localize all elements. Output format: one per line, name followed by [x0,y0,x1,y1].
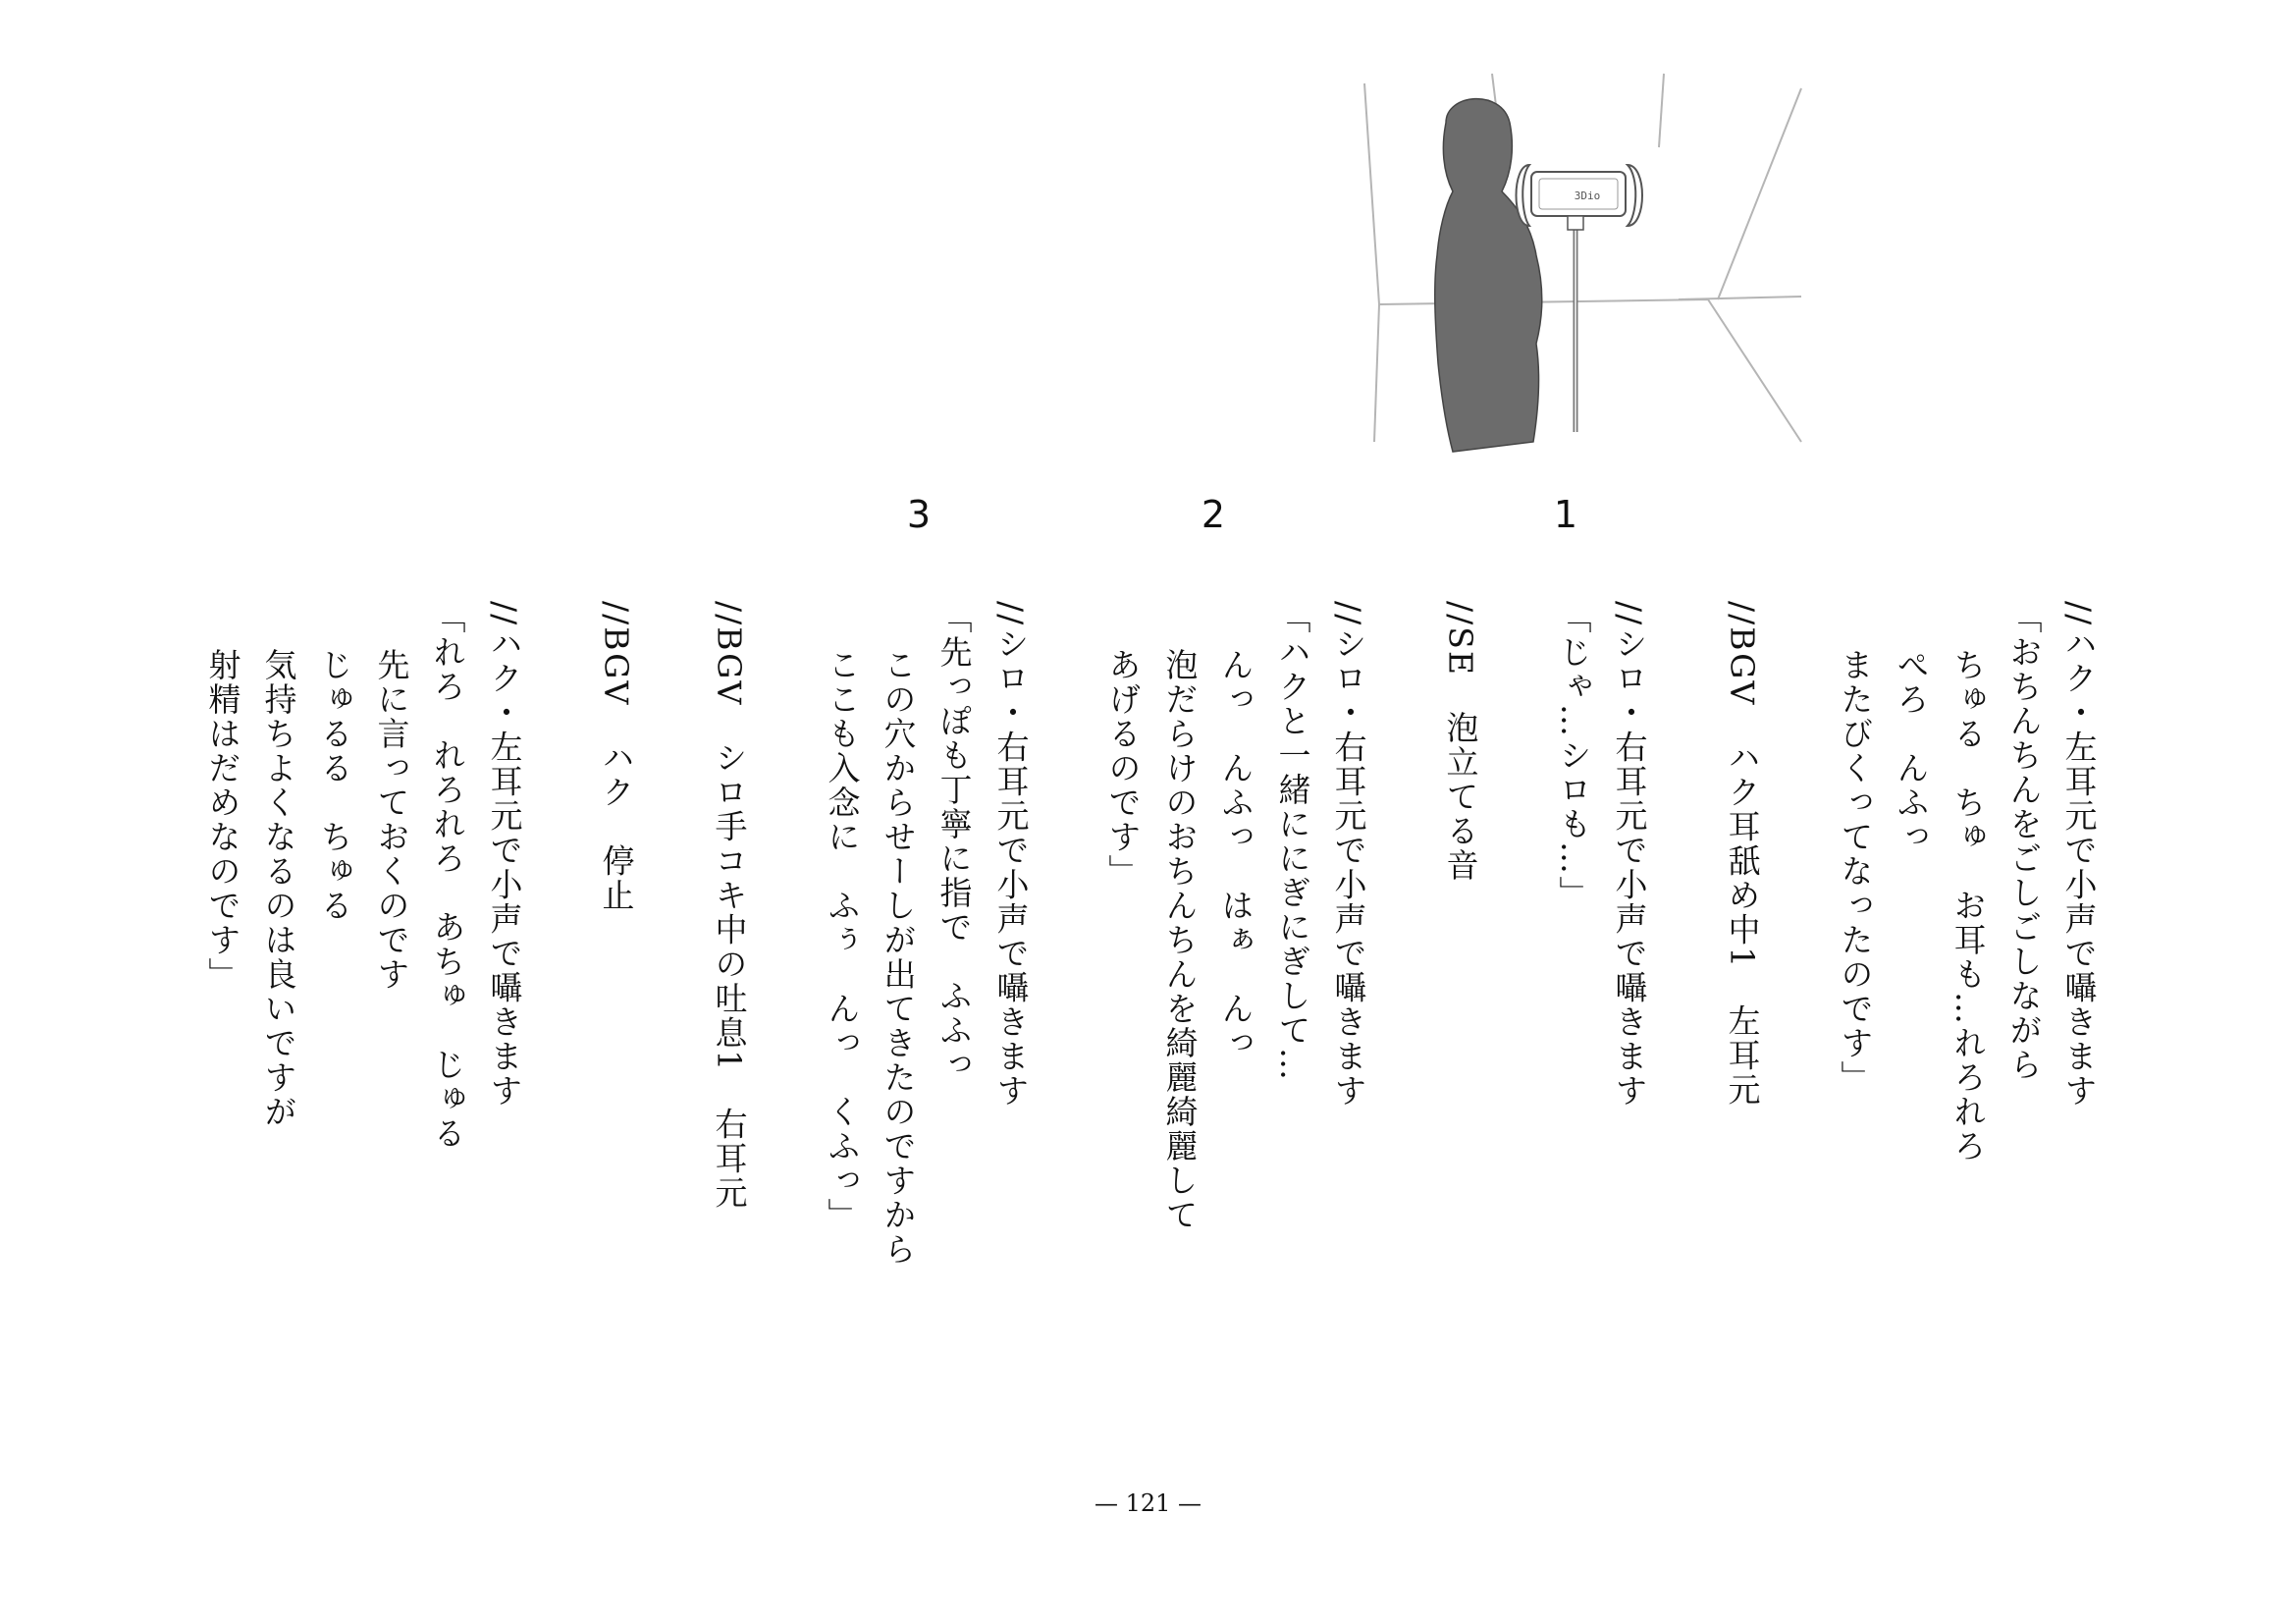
script-line: 「先っぽも丁寧に指で ふふっ [934,601,974,1082]
script-line: 「じゃ…シロも…」 [1554,601,1593,910]
script-line: ぺろ んふっ [1892,648,1931,854]
script-line: ちゅる ちゅ お耳も…れろれろ [1949,648,1988,1164]
script-line: //SE 泡立てる音 [1441,601,1480,883]
script-line: じゅるる ちゅる [315,648,354,923]
script-line: 先に言っておくのです [372,648,411,992]
position-number-2: 2 [1201,493,1226,536]
script-line: 泡だらけのおちんちんを綺麗綺麗して [1160,648,1200,1232]
script-line: ここも入念に ふぅ んっ くふっ」 [823,648,862,1232]
binaural-mic-illustration [1355,69,1806,461]
script-line: //BGV ハク 停止 [597,601,636,913]
script-line: 「おちんちんをごしごしながら [2004,601,2044,1082]
script-line: //ハク・左耳元で小声で囁きます [2059,601,2099,1109]
script-line: またびくってなったのです」 [1836,648,1875,1095]
position-number-3: 3 [906,493,932,536]
script-line: 気持ちよくなるのは良いですが [259,648,298,1129]
listener-silhouette [1435,99,1542,452]
script-line: あげるのです」 [1103,648,1143,889]
script-line: 「ハクと一緒ににぎにぎして… [1273,601,1312,1082]
script-line: //ハク・左耳元で小声で囁きます [485,601,524,1109]
script-line: //シロ・右耳元で小声で囁きます [1610,601,1649,1109]
script-line: 「れろ れろれろ あちゅ じゅる [428,601,467,1151]
script-line: 射精はだめなのです」 [203,648,242,992]
script-line: //BGV ハク耳舐め中1 左耳元 [1723,601,1762,1108]
script-line: この穴からせーしが出てきたのですから [879,648,918,1267]
script-line: //シロ・右耳元で小声で囁きます [991,601,1031,1109]
mic-brand-label: 3Dio [1574,189,1601,202]
script-line: //BGV シロ手コキ中の吐息1 右耳元 [710,601,749,1211]
script-line: んっ んふっ はぁ んっ [1216,648,1255,1060]
script-line: //シロ・右耳元で小声で囁きます [1329,601,1368,1109]
page-number: — 121 — [1094,1489,1202,1517]
position-number-1: 1 [1553,493,1578,536]
